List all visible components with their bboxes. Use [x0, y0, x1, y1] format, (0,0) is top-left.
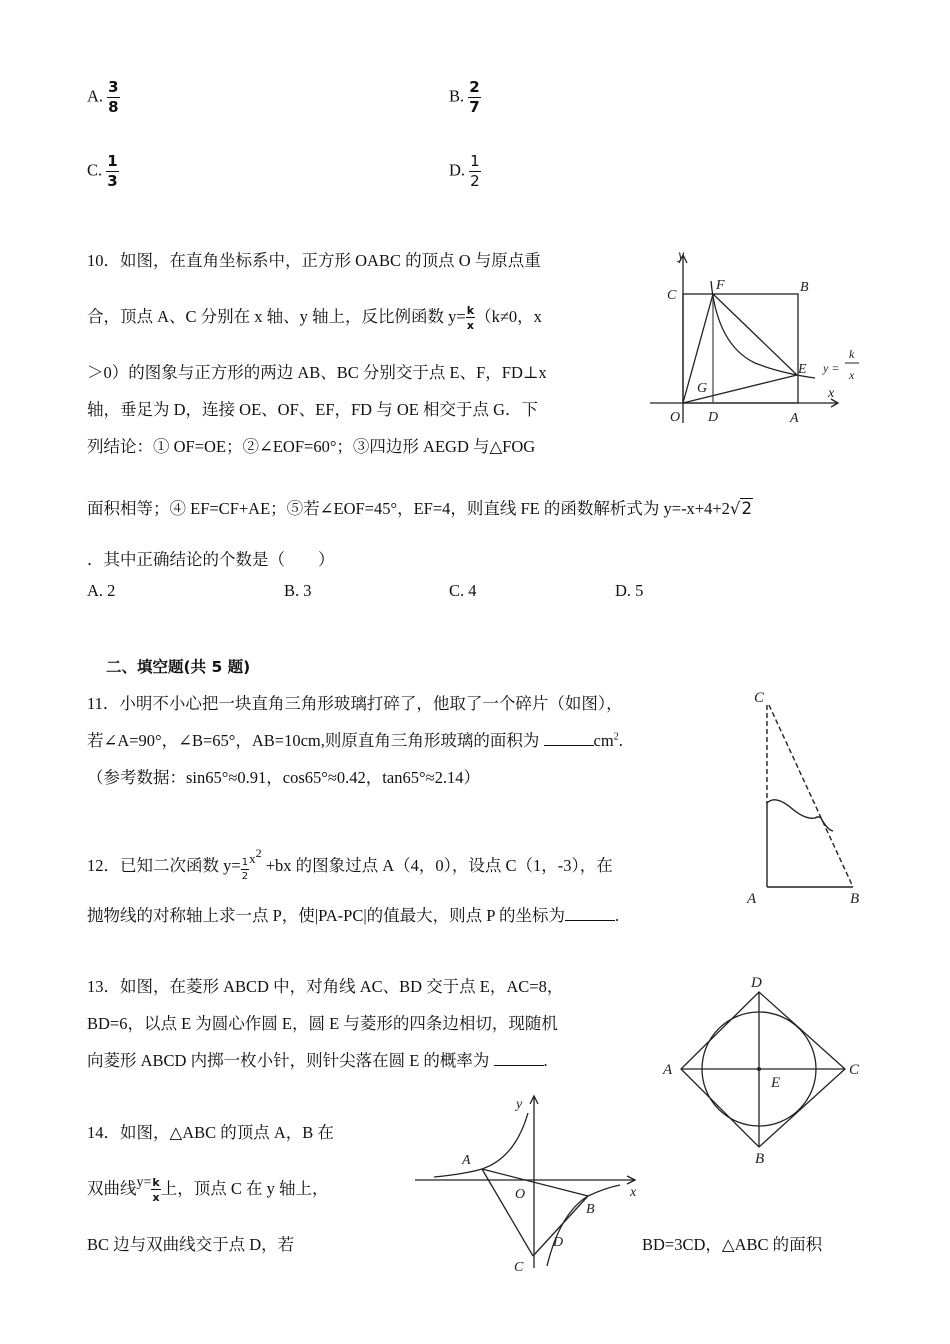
q10-line-7: ．其中正确结论的个数是（ ）	[87, 550, 335, 569]
label-b: B	[586, 1202, 595, 1217]
curve-label: y =	[823, 361, 840, 375]
answer-blank[interactable]	[565, 906, 615, 921]
label-a: A	[790, 411, 799, 426]
fraction: $\frac{3}{8}$	[108, 78, 119, 116]
q14-line-1: 14．如图，△ABC 的顶点 A，B 在	[87, 1123, 334, 1142]
q13-figure	[655, 965, 875, 1170]
hyperbola-branch-right	[547, 1185, 620, 1266]
label-x: x	[828, 386, 835, 401]
text: 双曲线	[87, 1179, 137, 1198]
svg-text:x: x	[849, 368, 855, 382]
text: 向菱形 ABCD 内掷一枚小针，则针尖落在圆 E 的概率为	[87, 1051, 494, 1070]
q10-figure	[645, 245, 870, 430]
q12-line-1	[87, 846, 613, 882]
svg-text:k: k	[849, 347, 855, 361]
label-o: O	[670, 410, 681, 425]
text: 上，顶点 C 在 y 轴上，	[160, 1179, 329, 1198]
superscript: 2	[255, 846, 262, 860]
label-b: B	[850, 891, 860, 907]
q10-line-4: 轴，垂足为 D，连接 OE、OF、EF，FD 与 OE 相交于点 G．下	[87, 400, 539, 419]
q10-option-c: C. 4	[449, 581, 477, 600]
q9-option-b	[449, 80, 481, 115]
text: 面积相等；④ EF=CF+AE；⑤若∠EOF=45°，EF=4，则直线 FE 的函数解析式为 y=-x+4+2	[87, 499, 730, 518]
label-e: E	[798, 362, 807, 377]
text: 合，顶点 A、C 分别在 x 轴、y 轴上，反比例函数 y=	[87, 307, 466, 326]
hyperbola-branch-left	[434, 1113, 528, 1177]
fraction: $\frac{1}{2}$	[241, 857, 249, 882]
q14-line-3-right: BD=3CD，△ABC 的面积	[642, 1235, 823, 1254]
q10-line-2	[87, 303, 542, 331]
label-e: E	[771, 1075, 781, 1091]
q10-option-b: B. 3	[284, 581, 312, 600]
q14-figure	[410, 1088, 645, 1278]
q11-line-3: （参考数据：sin65°≈0.91，cos65°≈0.42，tan65°≈2.14）	[87, 768, 480, 787]
fraction: $\frac{1}{2}$	[470, 152, 480, 190]
option-label: D.	[449, 160, 466, 180]
text: .	[614, 906, 620, 925]
fraction: $\frac{2}{7}$	[469, 78, 480, 116]
label-c: C	[667, 288, 677, 303]
q11-line-2	[87, 727, 623, 751]
text: .	[543, 1051, 548, 1070]
q12-line-2	[87, 902, 619, 926]
q14-line-3: BC 边与双曲线交于点 D，若	[87, 1235, 295, 1254]
q11-line-1: 11．小明不小心把一块直角三角形玻璃打碎了，他取了一个碎片（如图），	[87, 694, 623, 713]
option-label: B.	[449, 86, 465, 106]
label-a: A	[663, 1062, 673, 1078]
fraction: $\frac{k}{x}$	[466, 304, 475, 333]
label-b: B	[755, 1151, 765, 1167]
label-y: y	[516, 1097, 523, 1112]
label-x: x	[630, 1185, 637, 1200]
text: 若∠A=90°，∠B=65°，AB=10cm,则原直角三角形玻璃的面积为	[87, 731, 544, 750]
text: .	[618, 731, 623, 750]
q13-line-3	[87, 1047, 548, 1071]
center-point	[757, 1067, 761, 1071]
text: y=	[136, 1175, 152, 1190]
q10-line-5: 列结论：① OF=OE；②∠EOF=60°；③四边形 AEGD 与△FOG	[87, 437, 536, 456]
fraction: $\frac{k}{x}$	[152, 1176, 160, 1205]
label-f: F	[716, 278, 725, 293]
section-title: 二、填空题(共 5 题)	[106, 658, 251, 676]
q9-option-c	[87, 154, 119, 189]
text: 抛物线的对称轴上求一点 P，使|PA-PC|的值最大，则点 P 的坐标为	[87, 906, 565, 925]
label-y: y	[678, 248, 685, 263]
q9-option-d	[449, 154, 481, 189]
text: 12．已知二次函数 y=	[87, 856, 241, 875]
break-edge	[767, 800, 833, 831]
q13-line-1: 13．如图，在菱形 ABCD 中，对角线 AC、BD 交于点 E，AC=8，	[87, 977, 564, 996]
sqrt: √2	[729, 499, 752, 518]
text: +bx 的图象过点 A（4，0），设点 C（1，-3），在	[261, 856, 613, 875]
q14-line-2	[87, 1175, 329, 1203]
line-ab	[482, 1169, 588, 1196]
label-d: D	[553, 1235, 564, 1250]
option-label: A.	[87, 86, 104, 106]
q10-option-a: A. 2	[87, 581, 116, 600]
label-c: C	[514, 1260, 524, 1275]
label-c: C	[754, 690, 765, 706]
text: （k≠0，x	[475, 307, 542, 326]
label-c: C	[849, 1062, 860, 1078]
bc-dashed	[769, 705, 853, 887]
superscript: 2	[613, 731, 619, 743]
q10-option-d: D. 5	[615, 581, 644, 600]
answer-blank[interactable]	[544, 731, 594, 746]
label-g: G	[697, 381, 708, 396]
label-d: D	[708, 410, 719, 425]
text: x	[249, 851, 256, 866]
option-label: C.	[87, 160, 103, 180]
label-d: D	[751, 975, 762, 991]
q11-figure	[740, 685, 870, 910]
label-o: O	[515, 1187, 526, 1202]
q9-option-a	[87, 80, 120, 115]
answer-blank[interactable]	[494, 1051, 544, 1066]
q10-line-1: 10．如图，在直角坐标系中，正方形 OABC 的顶点 O 与原点重	[87, 251, 541, 270]
unit: cm	[593, 731, 614, 750]
label-a: A	[747, 891, 757, 907]
line-ac	[482, 1169, 533, 1256]
q13-line-2: BD=6，以点 E 为圆心作圆 E，圆 E 与菱形的四条边相切，现随机	[87, 1014, 558, 1033]
q10-line-6	[87, 495, 753, 519]
label-b: B	[800, 280, 809, 295]
label-a: A	[462, 1153, 471, 1168]
q10-line-3: ＞0）的图象与正方形的两边 AB、BC 分别交于点 E、F，FD⊥x	[87, 363, 547, 382]
fraction: $\frac{1}{3}$	[107, 152, 118, 190]
